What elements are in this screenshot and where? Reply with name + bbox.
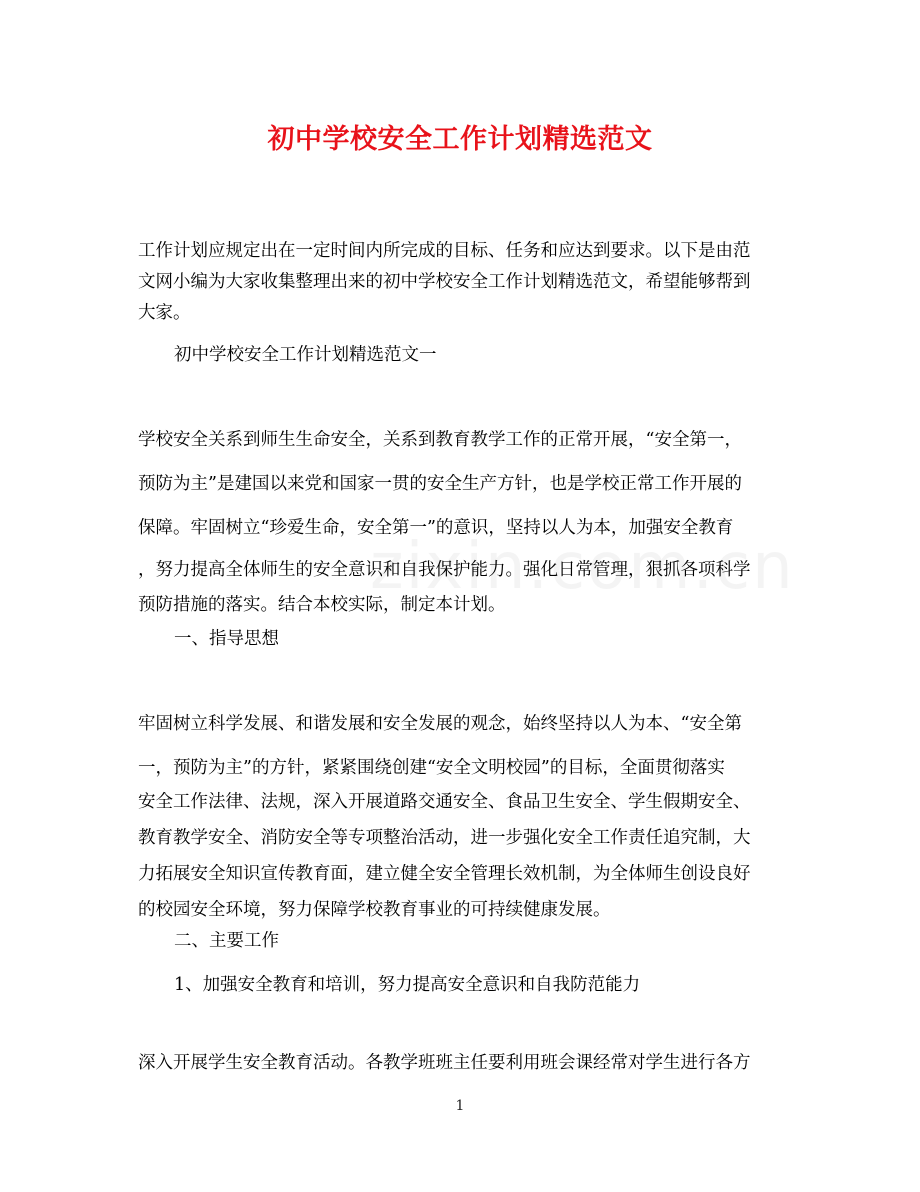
body-paragraph-2-cont [138, 784, 786, 928]
paragraph-line: ，努力提高全体师生的安全意识和自我保护能力。强化日常管理，狠抓各项科学 [138, 560, 751, 580]
intro-line: 大家。 [138, 303, 191, 323]
body-paragraph-1-end [138, 590, 786, 620]
body-paragraph-1 [138, 418, 786, 592]
paragraph-line: 力拓展安全知识宣传教育面，建立健全安全管理长效机制，为全体师生创设良好 [138, 864, 751, 884]
paragraph-line: 牢固树立科学发展、和谐发展和安全发展的观念，始终坚持以人为本、“安全第 [138, 714, 742, 734]
paragraph-line: 保障。牢固树立“珍爱生命，安全第一”的意识，坚持以人为本，加强安全教育 [138, 518, 734, 538]
paragraph-line: 预防为主”是建国以来党和国家一贯的安全生产方针，也是学校正常工作开展的 [138, 474, 742, 494]
section-heading-guiding-ideology: 一、指导思想 [174, 629, 279, 649]
paragraph-line: 预防措施的落实。结合本校实际，制定本计划。 [138, 595, 506, 615]
intro-paragraph [138, 236, 786, 329]
paragraph-line: 的校园安全环境，努力保障学校教育事业的可持续健康发展。 [138, 900, 611, 920]
paragraph-line: 教育教学安全、消防安全等专项整治活动，进一步强化安全工作责任追究制，大 [138, 828, 751, 848]
intro-line: 文网小编为大家收集整理出来的初中学校安全工作计划精选范文，希望能够帮到 [138, 272, 751, 292]
body-paragraph-2 [138, 702, 786, 790]
paragraph-line: 深入开展学生安全教育活动。各教学班班主任要利用班会课经常对学生进行各方 [138, 1053, 751, 1073]
section-subtitle: 初中学校安全工作计划精选范文一 [174, 345, 437, 365]
paragraph-line: 安全工作法律、法规，深入开展道路交通安全、食品卫生安全、学生假期安全、 [138, 792, 751, 812]
intro-line: 工作计划应规定出在一定时间内所完成的目标、任务和应达到要求。以下是由范 [138, 241, 751, 261]
paragraph-line: 一，预防为主”的方针，紧紧围绕创建“安全文明校园”的目标，全面贯彻落实 [138, 758, 725, 778]
body-paragraph-3 [138, 1048, 786, 1078]
subsection-heading-safety-education: 1、加强安全教育和培训，努力提高安全意识和自我防范能力 [174, 975, 641, 995]
page-number: 1 [455, 1098, 465, 1114]
section-heading-main-work: 二、主要工作 [174, 931, 279, 951]
document-title: 初中学校安全工作计划精选范文 [267, 124, 653, 155]
paragraph-line: 学校安全关系到师生生命安全，关系到教育教学工作的正常开展，“安全第一， [138, 430, 742, 450]
